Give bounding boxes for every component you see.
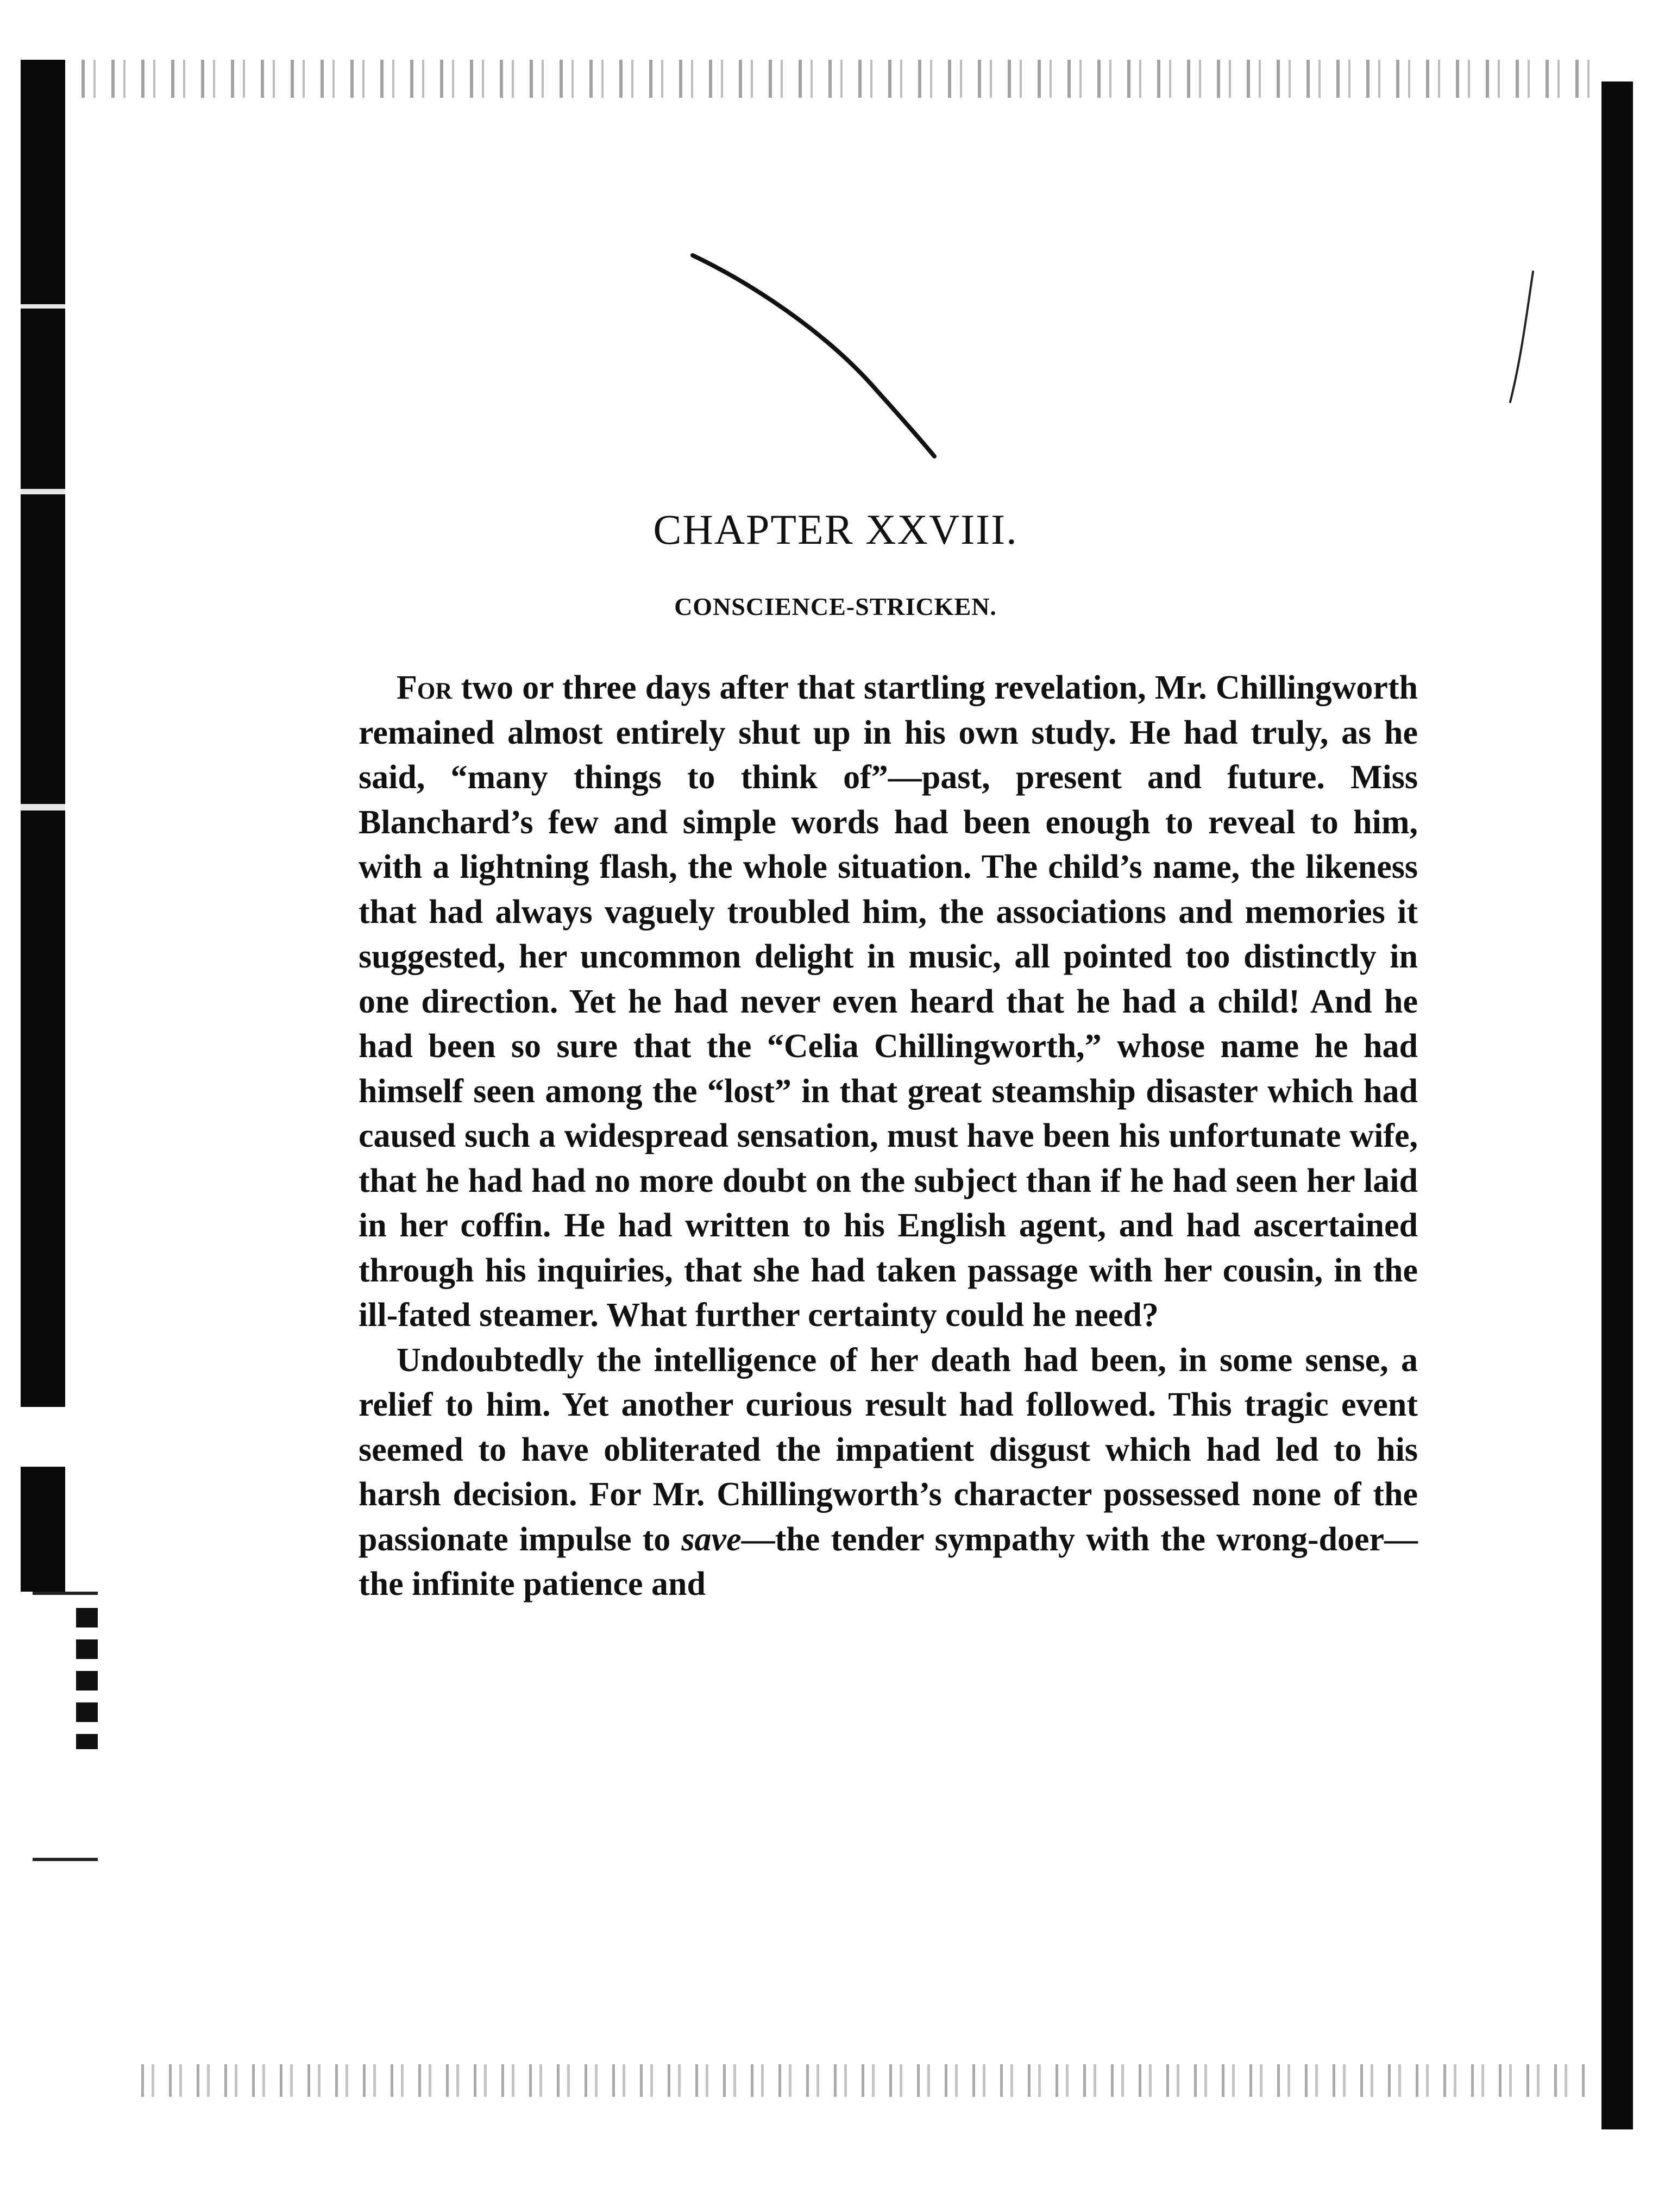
paragraph-text: Undoubtedly the intelligence of her death had been, in some sense, a relief to him. Yet another curious result had followed. This tragic event seemed to have obliterated the impatient disgust which had led to his harsh decision. For Mr. Chillingworth’s character possessed none of the passionate impulse to <box>359 1341 1418 1558</box>
body-text <box>359 665 1418 1607</box>
chapter-subtitle: CONSCIENCE-STRICKEN. <box>674 593 997 620</box>
paragraph-text: —the tender sympathy with the wrong-doer—the infinite patience and <box>359 1520 1418 1603</box>
paragraph <box>359 665 1418 1338</box>
paragraph-lead: For <box>397 669 453 706</box>
paragraph <box>359 1338 1418 1607</box>
chapter-title: CHAPTER XXVIII. <box>653 506 1018 553</box>
paragraph-text: two or three days after that startling revelation, Mr. Chillingworth remained almost entirely shut up in his own study. He had truly, as he said, “many things to think of”—past, present and future. Miss Blanchard’s few and simple words had been enough to reveal to him, with a lightning flash, the whole situation. The child’s name, the likeness that had always vaguely troubled him, the associations and memories it suggested, her uncommon delight in music, all pointed too distinctly in one direction. Yet he had never even heard that he had a child! And he had been so sure that the “Celia Chillingworth,” whose name he had himself seen among the “lost” in that great steamship disaster which had caused such a widespread sensation, must have been his unfortunate wife, that he had had no more doubt on the subject than if he had seen her laid in her coffin. He had written to his English agent, and had ascertained through his inquiries, that she had taken passage with her cousin, in the ill-fated steamer. What further certainty could he need? <box>359 669 1418 1334</box>
emphasis-word: save <box>681 1520 742 1558</box>
